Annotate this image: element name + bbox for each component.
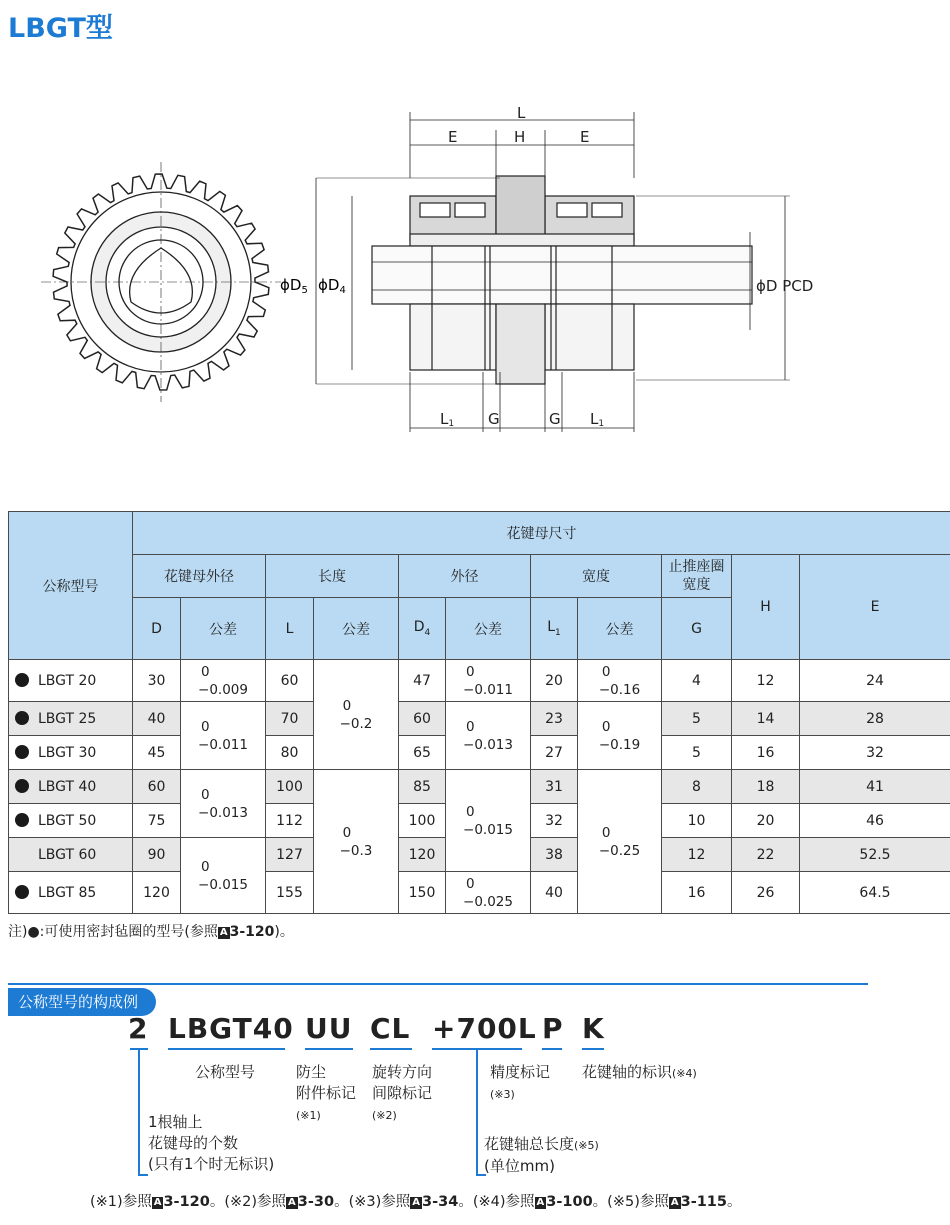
label-shaft-length: 花键轴总长度(※5) (单位mm)	[484, 1135, 599, 1175]
section-divider	[8, 983, 868, 985]
example-heading: 公称型号的构成例	[8, 988, 156, 1016]
seal-dot-icon	[15, 813, 29, 827]
seal-dot-icon	[15, 779, 29, 793]
page-title: LBGT型	[8, 13, 113, 44]
D4-tol-header: 公差	[446, 598, 531, 660]
seal-dot-icon	[15, 745, 29, 759]
dim-G-left: G	[488, 410, 500, 428]
catalog-a-icon: A	[153, 1197, 162, 1208]
D-tol-header: 公差	[181, 598, 266, 660]
dim-H: H	[514, 128, 526, 146]
catalog-a-icon: A	[670, 1197, 679, 1208]
d5-label: $\phi D_5$	[280, 276, 308, 296]
dim-L: L	[517, 104, 526, 122]
outer-header: 外径	[399, 555, 531, 598]
gear-end-view	[41, 162, 281, 402]
label-dust: 防尘 附件标记 (※1)	[296, 1063, 357, 1122]
catalog-a-icon: A	[536, 1197, 545, 1208]
D-header: D	[133, 598, 181, 660]
dim-G-right: G	[549, 410, 561, 428]
seal-dot-icon	[15, 885, 29, 899]
dpcd-label: ϕD PCD	[756, 277, 814, 295]
D4-header: $D_4$	[399, 598, 446, 660]
seal-dot-icon	[15, 711, 29, 725]
L-tol-header: 公差	[314, 598, 399, 660]
L-header: L	[266, 598, 314, 660]
code-dust: UU	[305, 1012, 353, 1045]
dim-E-left: E	[448, 128, 458, 146]
spec-table: 公称型号 花键母尺寸 花键母外径 长度 外径 宽度 止推座圈宽度 H E D 公差 L 公差 $D_4$ 公差 $L_1$ 公差 G LBGT 20 30 0 −0.009 60 0 −0.2 47 0 −0.011 20 0 −0.16 4 12 24 LBGT 25 40 0 −0.011 70 60 0 −0.013 23 0 −0.19 5 14 28 LBGT 30 45 80 65 27 5 16 32 LBGT 40 60 0 −0.013 100 0 −0.3 85 0 −0.015 31 0 −0.25 8 18 41 LBGT 50 75 112 100 32 10 20 46 LBGT 60 90 0 −0.015 127 120 38 12 22 52.5 LBGT 85 120 155 150 0 −0.025 40 16 26 64.5	[8, 511, 950, 914]
code-clearance: CL	[370, 1012, 411, 1045]
code-length: +700L	[432, 1012, 537, 1045]
model-header: 公称型号	[9, 512, 133, 660]
length-header: 长度	[266, 555, 399, 598]
L1-tol-header: 公差	[578, 598, 662, 660]
table-row-model: LBGT 20	[9, 660, 133, 702]
dim-L1-right: L1	[590, 410, 605, 429]
table-note: 注)●:可使用密封毡圈的型号(参照 A 3-120)。	[8, 924, 294, 940]
side-section-view	[316, 112, 790, 432]
L1-header: $L_1$	[531, 598, 578, 660]
lbgt-technical-drawing	[0, 95, 950, 440]
label-precision: 精度标记 (※3)	[490, 1063, 551, 1101]
code-mark: K	[582, 1012, 605, 1045]
width-header: 宽度	[531, 555, 662, 598]
code-precision: P	[542, 1012, 564, 1045]
catalog-a-icon: A	[219, 927, 228, 938]
catalog-a-icon: A	[412, 1197, 421, 1208]
thrust-header: 止推座圈宽度	[662, 555, 732, 598]
H-header: H	[732, 555, 800, 660]
label-shaft-mark: 花键轴的标识(※4)	[582, 1063, 697, 1081]
dim-L1-left: L1	[440, 410, 455, 429]
code-model: LBGT40	[168, 1012, 294, 1045]
E-header: E	[800, 555, 950, 660]
reference-footnotes: (※1)参照 A 3-120。(※2)参照 A 3-30。(※3)参照 A 3-34。(※4)参照 A 3-100。(※5)参照 A 3-115。	[90, 1194, 742, 1210]
G-header: G	[662, 598, 732, 660]
outer-dia-header: 花键母外径	[133, 555, 266, 598]
code-qty: 2	[128, 1012, 149, 1045]
catalog-a-icon: A	[288, 1197, 296, 1208]
nut-dimension-header: 花键母尺寸	[133, 512, 950, 555]
label-rotation: 旋转方向 间隙标记 (※2)	[372, 1063, 433, 1122]
seal-dot-icon	[15, 673, 29, 687]
dim-E-right: E	[580, 128, 590, 146]
d4-label: $\phi D_4$	[318, 276, 346, 296]
label-quantity: 1根轴上 花键母的个数 (只有1个时无标识)	[148, 1113, 275, 1173]
label-model: 公称型号	[195, 1063, 256, 1081]
